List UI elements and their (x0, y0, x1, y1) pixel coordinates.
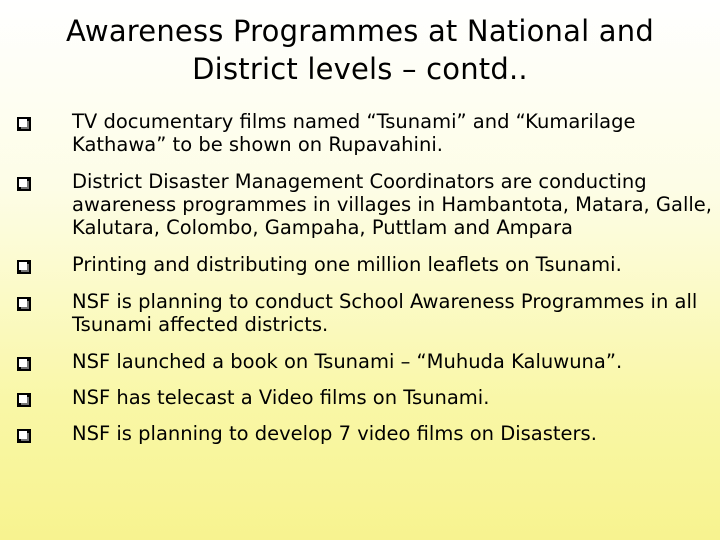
bullet-item (16, 350, 716, 373)
checkbox-square-icon (16, 390, 32, 406)
bullet-text: Printing and distributing one million leaflets on Tsunami. (72, 253, 622, 276)
checkbox-square-icon (16, 426, 32, 442)
bullet-text: NSF has telecast a Video films on Tsunami. (72, 386, 490, 409)
checkbox-square-icon (16, 114, 32, 130)
bullet-item (16, 170, 716, 239)
checkbox-square-icon (16, 354, 32, 370)
bullet-text: District Disaster Management Coordinators are conducting awareness programmes in villages in Hambantota, Matara, Galle, Kalutara, Colombo, Gampaha, Puttlam and Ampara (72, 170, 713, 239)
slide-title (20, 12, 700, 88)
bullet-text: NSF launched a book on Tsunami – “Muhuda Kaluwuna”. (72, 350, 623, 373)
checkbox-square-icon (16, 294, 32, 310)
bullet-text: NSF is planning to conduct School Awareness Programmes in all Tsunami affected districts. (72, 290, 698, 336)
title-line-2: District levels – contd.. (192, 52, 528, 86)
bullet-item (16, 422, 716, 445)
checkbox-square-icon (16, 174, 32, 190)
bullet-item (16, 290, 716, 336)
bullet-item (16, 386, 716, 409)
bullet-item (16, 253, 716, 276)
bullet-text: TV documentary films named “Tsunami” and “Kumarilage Kathawa” to be shown on Rupavahini. (72, 110, 636, 156)
bullet-text: NSF is planning to develop 7 video films on Disasters. (72, 422, 597, 445)
bullet-list (16, 110, 716, 459)
checkbox-square-icon (16, 257, 32, 273)
bullet-item (16, 110, 716, 156)
title-line-1: Awareness Programmes at National and (66, 14, 654, 48)
